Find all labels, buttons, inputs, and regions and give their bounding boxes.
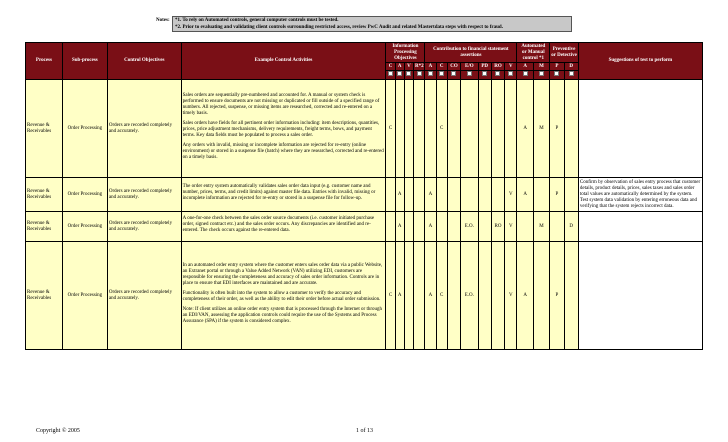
cell-assert-c [436,178,447,212]
cell-suggestion: Confirm by observation of sales entry process that customer details, product details, prices, sales taxes and sales order total values are automatically determined by the system. Test system data validation by entering erroneous data and verifying that the system rejects incorrect data. [578,178,702,212]
col-pd-p: P [550,63,564,71]
cell-activity [181,242,386,350]
cell-info-r [414,212,425,242]
cell-pd-p [550,212,564,242]
filter-dropdown[interactable] [533,71,549,80]
col-automated-manual: Automated or Manual control *1 [517,43,550,63]
cell-assert-c: C [436,242,447,350]
cell-info-a [395,80,404,178]
cell-suggestion [578,80,702,178]
cell-pd-d: D [564,212,578,242]
note-line-2: *2. Prior to evaluating and validating client controls surrounding restricted access, review PwC Audit and related Mastertdata steps with respect to fraud. [175,25,503,30]
filter-dropdown[interactable] [550,71,564,80]
cell-am-a: A [517,242,533,350]
cell-info-c: C [386,242,395,350]
cell-process: Revenue & Receivables [26,80,63,178]
col-info-processing: Information Processing Objectives [386,43,425,63]
filter-dropdown[interactable] [461,71,478,80]
cell-am-m [533,242,549,350]
filter-dropdown[interactable] [395,71,404,80]
activity-paragraph: In an automated order entry system where the customer enters sales order data via a public Website, an Extranet portal or through a Value Added Network (VAN) utilizing EDI, customers are responsible for ensuring the completeness and accuracy of sales order information. Controls are in place to ensure that EDI interfaces are maintained and are accurate. [182,262,383,286]
activity-paragraph: Sales orders have fields for all pertinent order information including: item descriptions, quantities, prices, price adjustment mechanisms, delivery requirements, freight terms, bows, and payment terms. Key data fields must be populated to process a sales order. [182,120,380,138]
cell-assert-a: A [425,212,436,242]
cell-info-v [404,80,413,178]
col-process: Process [26,43,63,80]
filter-dropdown[interactable] [414,71,425,80]
activity-paragraph: Any orders with invalid, missing or incomplete information are rejected for re-entry (online environment) or stored in a suspense file (batch) where they are researched, corrected and re-entered on a timely basis. [182,142,384,160]
filter-dropdown-icon [417,71,422,76]
table-row [26,212,703,242]
col-assert-pd: PD [478,63,491,71]
cell-info-v [404,178,413,212]
col-contribution: Contribution to financial statement assertions [425,43,517,63]
col-info-v: V [404,63,413,71]
cell-assert-co [447,242,460,350]
cell-am-m: M [533,80,549,178]
cell-pd-d [564,242,578,350]
col-info-r: R*2 [415,63,424,69]
filter-dropdown-icon [523,71,528,76]
filter-dropdown-icon [451,71,456,76]
cell-pd-p: P [550,178,564,212]
cell-assert-co [447,212,460,242]
col-assert-eo: E/O [461,63,478,71]
notes-label: Notes: [156,18,170,23]
activity-paragraph: The order entry system automatically validates sales order data input (e.g. customer name and number, prices, terms, and credit limits) against master file data. Entries with invalid, missing or incomplete information are rejected for re-entry or stored in a suspense file for follow-up. [182,183,376,201]
cell-objective: Orders are recorded completely and accurately. [107,178,181,212]
filter-dropdown[interactable] [491,71,504,80]
cell-pd-p: P [550,242,564,350]
cell-assert-co [447,80,460,178]
col-assert-a: A [425,63,436,71]
activity-paragraph: Sales orders are sequentially pre-numbered and accounted for. A manual or system check is performed to ensure documents are not missing or duplicated or fill outside of a specified range of numbers. All rejected, suspense, or missing items are researched, corrected and re-entered on a timely basis. [182,92,380,116]
filter-dropdown-icon [554,71,559,76]
col-am-a: A [517,63,533,71]
filter-dropdown-icon [397,71,402,76]
cell-assert-ro [491,178,504,212]
filter-dropdown-icon [539,71,544,76]
filter-dropdown-icon [439,71,444,76]
cell-info-v [404,242,413,350]
filter-dropdown[interactable] [517,71,533,80]
cell-suggestion [578,242,702,350]
filter-dropdown-icon [482,71,487,76]
table-row [26,178,703,212]
cell-info-a: A [395,178,404,212]
cell-info-r [414,242,425,350]
cell-info-r [414,80,425,178]
filter-dropdown-icon [508,71,513,76]
col-subprocess: Sub-process [62,43,107,80]
col-example-activities: Example Control Activities [181,43,386,80]
col-pd-d: D [564,63,578,71]
cell-am-a: A [517,178,533,212]
cell-assert-a: A [425,242,436,350]
filter-dropdown-icon [406,71,411,76]
cell-subprocess: Order Processing [62,242,107,350]
cell-objective: Orders are recorded completely and accurately. [107,212,181,242]
col-assert-ro: RO [491,63,504,71]
cell-activity [181,80,386,178]
cell-activity [181,178,386,212]
cell-info-a: A [395,212,404,242]
cell-assert-v: V [505,178,517,212]
cell-pd-d [564,80,578,178]
cell-assert-pd [478,178,491,212]
cell-process: Revenue & Receivables [26,212,63,242]
cell-assert-v [505,80,517,178]
filter-dropdown[interactable] [447,71,460,80]
cell-am-m: M [533,212,549,242]
footer-page-number: 1 of 13 [356,428,373,434]
cell-assert-a [425,80,436,178]
filter-dropdown[interactable] [425,71,436,80]
cell-objective: Orders are recorded completely and accurately. [107,80,181,178]
cell-objective: Orders are recorded completely and accurately. [107,242,181,350]
cell-assert-c: C [436,80,447,178]
control-matrix-table [25,42,703,350]
cell-subprocess: Order Processing [62,178,107,212]
notes-box [172,16,572,32]
filter-dropdown-icon [569,71,574,76]
cell-assert-eo: E.O. [461,212,478,242]
col-info-a: A [395,63,404,71]
cell-pd-p: P [550,80,564,178]
cell-assert-ro [491,80,504,178]
cell-assert-c [436,212,447,242]
filter-dropdown[interactable] [505,71,517,80]
cell-assert-pd [478,80,491,178]
col-assert-v: V [505,63,517,71]
cell-info-v [404,212,413,242]
cell-assert-eo: E.O. [461,242,478,350]
col-suggestions: Suggestions of test to perform [578,43,702,80]
filter-dropdown-icon [467,71,472,76]
cell-assert-eo [461,178,478,212]
col-am-m: M [533,63,549,71]
cell-assert-pd [478,212,491,242]
filter-dropdown[interactable] [404,71,413,80]
cell-info-c [386,178,395,212]
col-assert-c: C [436,63,447,71]
cell-process: Revenue & Receivables [26,178,63,212]
cell-info-r [414,178,425,212]
activity-paragraph: Functionality is often built into the system to allow a customer to verify the accuracy and completeness of their order, as well as the ability to edit their order before actual order submission. [182,290,381,302]
cell-subprocess: Order Processing [62,80,107,178]
cell-assert-v: V [505,242,517,350]
cell-assert-ro: RO [491,212,504,242]
filter-dropdown[interactable] [478,71,491,80]
col-preventive-detective: Preventive or Detective [550,43,579,63]
cell-assert-pd [478,242,491,350]
cell-assert-eo [461,80,478,178]
col-info-c: C [386,63,395,71]
cell-info-c: C [386,80,395,178]
col-assert-co: CO [447,63,460,71]
filter-dropdown-icon [388,71,393,76]
cell-assert-v: V [505,212,517,242]
cell-assert-a: A [425,178,436,212]
table-row [26,80,703,178]
cell-activity [181,212,386,242]
cell-info-c [386,212,395,242]
filter-dropdown-icon [428,71,433,76]
cell-suggestion [578,212,702,242]
cell-info-a: A [395,242,404,350]
filter-dropdown[interactable] [386,71,395,80]
activity-paragraph: A one-for-one check between the sales order source documents (i.e. customer initiated purchase order, signed contract etc.) and the sales order occurs. Any discrepancies are identified and re-entered. The check occurs against the re-entered data. [182,215,375,233]
footer-copyright: Copyright © 2005 [36,428,80,434]
cell-process: Revenue & Receivables [26,242,63,350]
filter-dropdown[interactable] [564,71,578,80]
cell-am-a [517,212,533,242]
cell-am-m [533,178,549,212]
cell-am-a: A [517,80,533,178]
cell-assert-co [447,178,460,212]
note-line-1: *1. To rely on Automated controls, general computer controls must be tested. [175,18,339,23]
cell-subprocess: Order Processing [62,212,107,242]
col-control-objectives: Control Objectives [107,43,181,80]
activity-paragraph: Note: If client utilizes an online order entry system that is processed through the Internet or through an EDI/VAN, assessing the application controls could require the use of the Systems and Process Assurance (SPA) if the system is considered complex. [182,306,383,324]
filter-dropdown[interactable] [436,71,447,80]
filter-dropdown-icon [495,71,500,76]
cell-assert-ro [491,242,504,350]
table-row [26,242,703,350]
cell-pd-d [564,178,578,212]
